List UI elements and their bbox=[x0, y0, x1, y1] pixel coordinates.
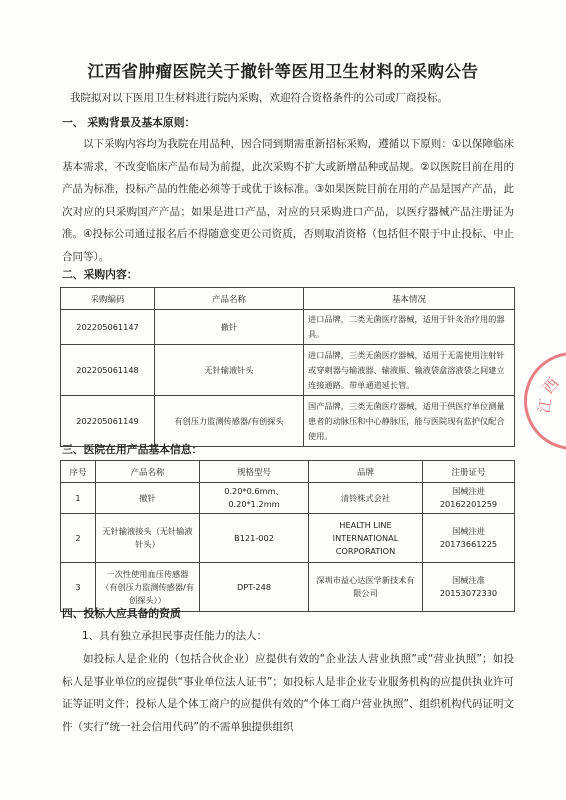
section4-item1: 1、具有独立承担民事责任能力的法人： bbox=[82, 630, 268, 642]
section1-body bbox=[62, 133, 514, 268]
code-cell: 202205061147 bbox=[61, 310, 155, 345]
col-no-header: 序号 bbox=[61, 461, 96, 483]
spec-cell: DPT-248 bbox=[200, 563, 309, 612]
spec-cell: B121-002 bbox=[200, 514, 309, 563]
table-row bbox=[61, 483, 515, 514]
name-cell: 有创压力监测传感器/有创探头 bbox=[155, 396, 304, 447]
stamp-char: 江 bbox=[534, 396, 556, 415]
col-code-header: 采购编码 bbox=[61, 288, 155, 310]
table-row bbox=[61, 396, 515, 447]
name-cell: 一次性使用血压传感器（有创压力监测传感器/有创探头）） bbox=[96, 563, 200, 612]
brand-cell: HEALTH LINE INTERNATIONAL CORPORATION bbox=[309, 514, 423, 563]
name-cell: 无针输液针头 bbox=[155, 345, 304, 396]
name-cell: 撤针 bbox=[96, 483, 200, 514]
section4-body bbox=[62, 648, 514, 738]
reg-cell: 国械注准 20153072330 bbox=[423, 563, 515, 612]
section3-heading: 三、医院在用产品基本信息： bbox=[62, 443, 203, 456]
col-name-header: 产品名称 bbox=[155, 288, 304, 310]
official-seal-stamp bbox=[524, 352, 566, 450]
reg-cell: 国械注进 20162201259 bbox=[423, 483, 515, 514]
brand-cell: 深圳市益心达医学新技术有限公司 bbox=[309, 563, 423, 612]
code-cell: 202205061149 bbox=[61, 396, 155, 447]
section4-text: 如投标人是企业的（包括合伙企业）应提供有效的“企业法人营业执照”或“营业执照”；如投标人是事业单位的应提供“事业单位法人证书”；如投标人是非企业专业服务机构的应提供执业许可证等证明文件；投标人是个体工商户的应提供有效的“个体工商户营业执照”、组织机构代码证明文件（实行“统一社会信用代码”的不需单独提供组织 bbox=[62, 653, 514, 733]
procurement-table bbox=[60, 287, 515, 447]
stamp-char: 西 bbox=[539, 374, 563, 398]
col-reg-header: 注册证号 bbox=[423, 461, 515, 483]
col-desc-header: 基本情况 bbox=[304, 288, 515, 310]
name-cell: 无针输液接头（无针输液针头） bbox=[96, 514, 200, 563]
table-row bbox=[61, 514, 515, 563]
brand-cell: 清铃株式会社 bbox=[309, 483, 423, 514]
table-row bbox=[61, 345, 515, 396]
table-header-row bbox=[61, 461, 515, 483]
table-header-row bbox=[61, 288, 515, 310]
products-in-use-table bbox=[60, 460, 515, 612]
section1-text: 以下采购内容均为我院在用品种，因合同到期需重新招标采购，遵循以下原则：①以保障临床基本需求，不改变临床产品布局为前提，此次采购不扩大或新增品种或品规。②以医院目前在用的产品为标准，投标产品的性能必须等于或优于该标准。③如果医院目前在用的产品是国产产品，此次对应的只采购国产产品；如果是进口产品，对应的只采购进口产品，以医疗器械产品注册证为准。④投标公司通过报名后不得随意变更公司资质，否则取消资格（包括但不限于中止投标、中止合同等）。 bbox=[62, 138, 514, 263]
no-cell: 2 bbox=[61, 514, 96, 563]
table-row bbox=[61, 563, 515, 612]
name-cell: 撤针 bbox=[155, 310, 304, 345]
section4-heading: 四、投标人应具备的资质 bbox=[62, 607, 181, 620]
spec-cell: 0.20*0.6mm、0.20*1.2mm bbox=[200, 483, 309, 514]
section1-heading: 一、 采购背景及基本原则： bbox=[62, 116, 196, 129]
desc-cell: 进口品牌，二类无菌医疗器械，适用于针灸治疗用的器具。 bbox=[304, 310, 515, 345]
code-cell: 202205061148 bbox=[61, 345, 155, 396]
col-spec-header: 规格型号 bbox=[200, 461, 309, 483]
section2-heading: 二、采购内容： bbox=[62, 268, 138, 281]
no-cell: 3 bbox=[61, 563, 96, 612]
intro-text: 我院拟对以下医用卫生材料进行院内采购，欢迎符合资格条件的公司或厂商投标。 bbox=[70, 92, 448, 104]
page-title: 江西省肿瘤医院关于撤针等医用卫生材料的采购公告 bbox=[87, 62, 479, 81]
no-cell: 1 bbox=[61, 483, 96, 514]
reg-cell: 国械注进 20173661225 bbox=[423, 514, 515, 563]
desc-cell: 国产品牌，三类无菌医疗器械，适用于供医疗单位测量患者的动脉压和中心静脉压，能与医院现有监护仪配合使用。 bbox=[304, 396, 515, 447]
col-name-header: 产品名称 bbox=[96, 461, 200, 483]
table-row bbox=[61, 310, 515, 345]
desc-cell: 进口品牌，三类无菌医疗器械，适用于无需使用注射针或穿刺器与输液器、输液瓶、输液袋盒溶液袋之间建立连接通路。带单通道延长管。 bbox=[304, 345, 515, 396]
col-brand-header: 品牌 bbox=[309, 461, 423, 483]
